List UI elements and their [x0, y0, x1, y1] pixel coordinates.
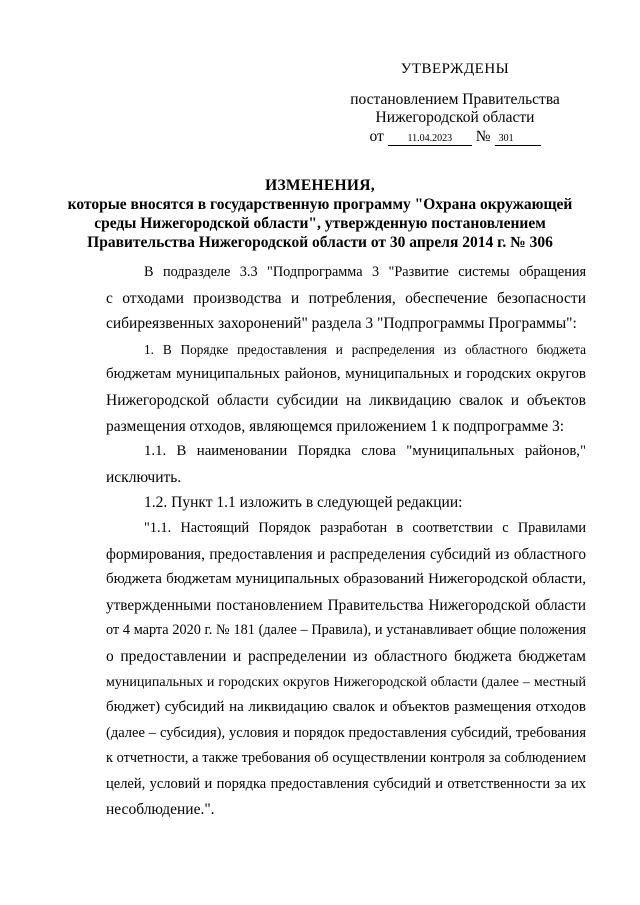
- heading-line: которые вносятся в государственную программу "Охрана окружающей: [67, 196, 573, 213]
- text-line: муниципальных и городских округов Нижегородской области (далее – местный: [106, 674, 586, 690]
- text-line: сибиреязвенных захоронений" раздела 3 "Подпрограммы Программы":: [106, 315, 577, 333]
- text-line: (далее – субсидия), условия и порядок предоставления субсидий, требования: [106, 724, 586, 741]
- text-line: Нижегородской области субсидии на ликвидацию свалок и объектов: [106, 391, 586, 409]
- text-line: к отчетности, а также требования об осуществлении контроля за соблюдением: [106, 750, 586, 767]
- paragraph-item-1: [68, 337, 586, 439]
- text-line: целей, условий и порядка предоставления субсидий и ответственности за их: [106, 775, 586, 792]
- text-line: 1.1. В наименовании Порядка слова "муниципальных районов,": [144, 443, 586, 460]
- number-label: №: [475, 128, 491, 145]
- approval-date-number-row: [340, 128, 570, 146]
- text-line: "1.1. Настоящий Порядок разработан в соответствии с Правилами: [144, 519, 586, 536]
- text-line: от 4 марта 2020 г. № 181 (далее – Правила), и устанавливает общие положения: [106, 622, 586, 639]
- text-line: о предоставлении и распределении из областного бюджета бюджетам: [106, 647, 586, 665]
- text-line: размещения отходов, являющемся приложением 1 к подпрограмме 3:: [106, 417, 565, 435]
- text-line: с отходами производства и потребления, обеспечение безопасности: [106, 289, 586, 307]
- paragraph-quoted-1-1: [68, 516, 586, 823]
- approval-line-2: Нижегородской области: [375, 109, 535, 126]
- paragraph-intro: [68, 260, 586, 337]
- paragraph-item-1-1: [68, 439, 586, 490]
- approval-title: УТВЕРЖДЕНЫ: [400, 61, 510, 77]
- paragraph-item-1-2: [68, 490, 586, 516]
- text-line: 1. В Порядке предоставления и распределения из областного бюджета: [144, 341, 586, 357]
- heading-title: ИЗМЕНЕНИЯ,: [265, 177, 375, 194]
- text-line: утвержденными постановлением Правительства Нижегородской области: [106, 596, 586, 614]
- heading-line: среды Нижегородской области", утвержденную постановлением: [94, 215, 546, 232]
- approval-date: 11.04.2023: [388, 132, 472, 146]
- text-line: В подразделе 3.3 "Подпрограмма 3 "Развитие системы обращения: [144, 264, 586, 280]
- approval-stamp: [340, 60, 570, 146]
- document-heading: [60, 176, 580, 252]
- text-line: 1.2. Пункт 1.1 изложить в следующей редакции:: [144, 494, 463, 512]
- approval-number: 301: [495, 132, 541, 146]
- text-line: бюджетам муниципальных районов, муниципальных и городских округов: [106, 366, 586, 383]
- text-line: формирования, предоставления и распределения субсидий из областного: [106, 545, 586, 563]
- text-line: исключить.: [106, 468, 182, 486]
- heading-line: Правительства Нижегородской области от 30 апреля 2014 г. № 306: [87, 234, 553, 251]
- text-line: бюджета бюджетам муниципальных образований Нижегородской области,: [106, 571, 586, 588]
- document-body: [68, 260, 586, 823]
- approval-line-1: постановлением Правительства: [350, 91, 560, 108]
- from-label: от: [369, 128, 384, 145]
- text-line: несоблюдение.".: [106, 801, 215, 819]
- text-line: бюджет) субсидий на ликвидацию свалок и объектов размещения отходов: [106, 699, 586, 716]
